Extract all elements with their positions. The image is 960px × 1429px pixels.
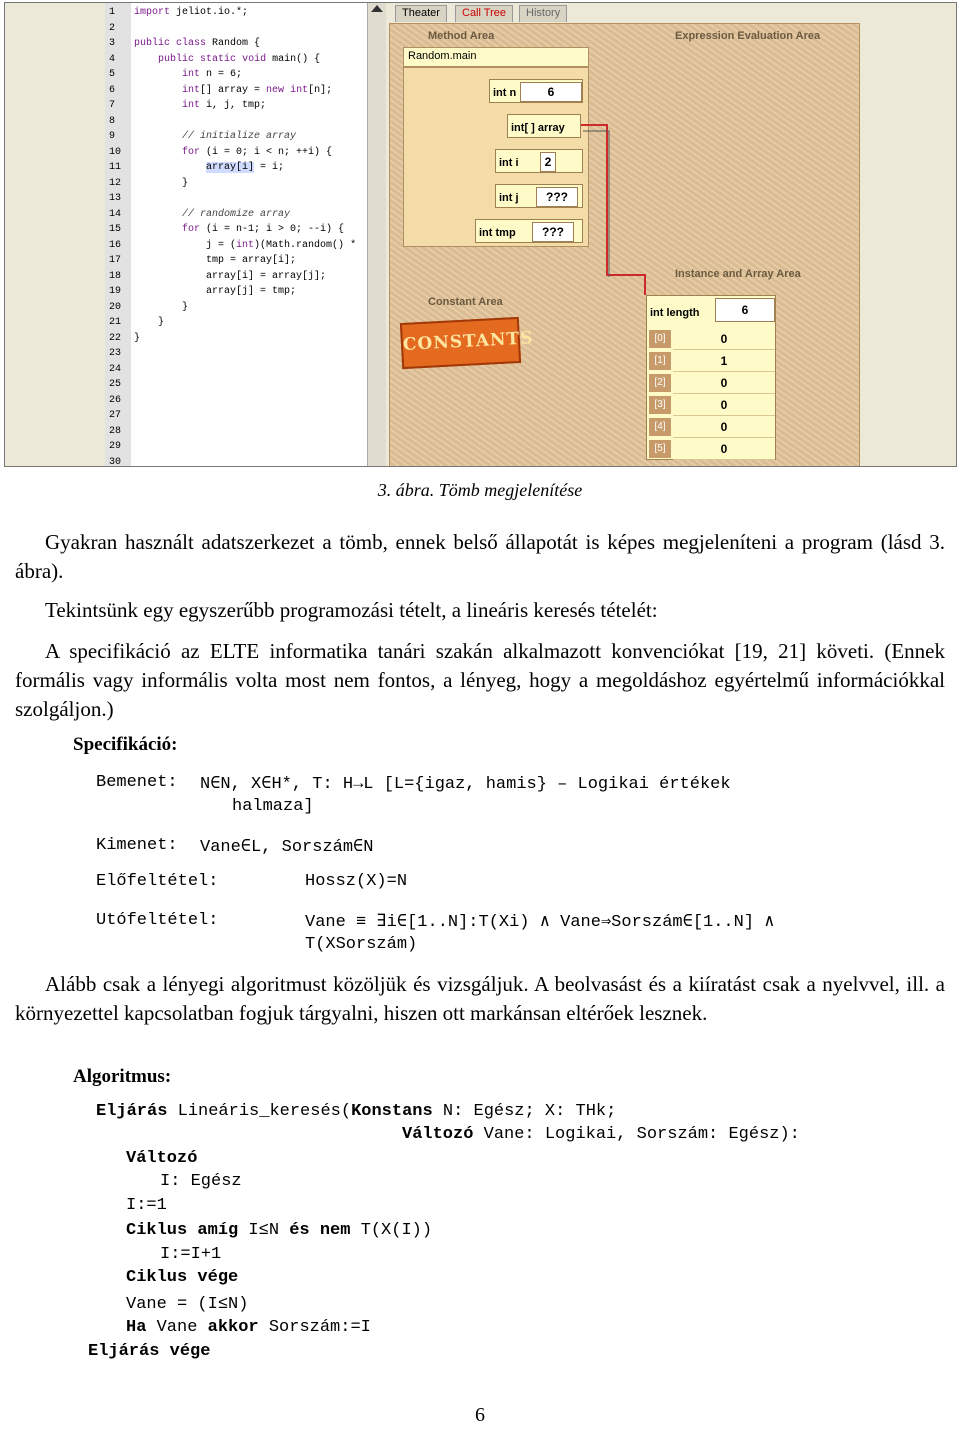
paragraph-2-text: Tekintsünk egy egyszerűbb programozási tételt, a lineáris keresés tételét:	[45, 598, 658, 622]
line-number: 5	[109, 69, 116, 80]
kw-es: és	[289, 1221, 310, 1240]
line-number: 26	[109, 394, 122, 406]
code-line: array[i] = array[j];	[134, 270, 327, 282]
code-line: }	[134, 317, 165, 328]
paragraph-2	[15, 596, 945, 625]
code-line: import jeliot.io.*;	[134, 7, 249, 18]
variable-label: int[ ] array	[511, 122, 565, 134]
variable-label: int i	[499, 157, 519, 169]
method-area-label: Method Area	[428, 30, 495, 42]
page-number: 6	[475, 1404, 485, 1426]
algo-line-2	[402, 1125, 800, 1144]
line-number: 24	[109, 363, 122, 375]
kw-konstans: Konstans	[351, 1102, 433, 1121]
variable-label: int j	[499, 192, 519, 204]
line-number: 16	[109, 239, 122, 251]
line-number: 10	[109, 146, 122, 158]
kw-valtozo-param: Változó	[402, 1125, 474, 1144]
ha-stmt: Sorszám:=I	[258, 1318, 371, 1337]
array-index: [3]	[649, 396, 671, 414]
line-number: 4	[109, 53, 116, 65]
algo-line-1	[96, 1102, 616, 1121]
array-cell-row	[647, 438, 775, 460]
variable-slot	[475, 219, 583, 243]
algo-vane-assign: Vane = (I≤N)	[126, 1295, 249, 1314]
code-line: // initialize array	[134, 131, 297, 142]
variable-slot	[507, 114, 581, 138]
line-number: 30	[109, 456, 122, 467]
array-value: 1	[673, 351, 775, 372]
figure-caption: 3. ábra. Tömb megjelenítése	[377, 480, 583, 500]
array-index: [2]	[649, 374, 671, 392]
jeliot-screenshot	[4, 2, 957, 467]
line-number: 20	[109, 301, 122, 313]
array-value: 0	[673, 395, 775, 416]
line-number: 14	[109, 208, 122, 220]
spec-pre-label: Előfeltétel:	[96, 872, 219, 891]
code-line: int[] array = new int[n];	[182, 84, 333, 96]
array-value: 0	[673, 439, 775, 460]
line-number: 12	[109, 177, 122, 189]
tab-theater[interactable]: Theater	[395, 5, 447, 22]
line-number: 22	[109, 332, 122, 344]
line-number: 23	[109, 348, 122, 359]
code-line: int i, j, tmp;	[182, 100, 267, 111]
line-number: 15	[109, 224, 122, 235]
code-line: array[j] = tmp;	[134, 286, 297, 297]
spec-post-line1: Vane ≡ ∃i∈[1..N]:T(Xi) ∧ Vane⇒Sorszám∈[1..N] ∧	[305, 913, 775, 932]
params-1: N: Egész; X: THk;	[432, 1102, 617, 1121]
code-line: }	[134, 301, 189, 313]
paragraph-3	[15, 637, 945, 724]
ha-cond: Vane	[146, 1318, 208, 1337]
kw-ciklus-amig: Ciklus amíg	[126, 1221, 239, 1240]
spec-input-label: Bemenet:	[96, 773, 178, 792]
line-number: 21	[109, 317, 122, 328]
code-line: int n = 6;	[182, 69, 243, 80]
variable-label: int n	[493, 87, 517, 99]
line-number: 17	[109, 255, 122, 266]
instance-area-label: Instance and Array Area	[675, 268, 801, 280]
code-line: j = (int)(Math.random() *	[134, 239, 357, 251]
array-cell-row	[647, 372, 775, 394]
kw-eljaras: Eljárás	[96, 1102, 168, 1121]
line-number: 29	[109, 441, 122, 452]
line-number: 6	[109, 84, 116, 96]
method-frame-title: Random.main	[403, 47, 589, 67]
line-number: 27	[109, 410, 122, 421]
array-cell-row	[647, 416, 775, 438]
algo-if	[126, 1318, 371, 1337]
line-number: 18	[109, 270, 122, 282]
spec-input-line2: halmaza]	[232, 797, 314, 816]
variable-slot	[489, 79, 583, 103]
code-line: }	[134, 332, 141, 344]
variable-label: int tmp	[479, 227, 516, 239]
line-number: 13	[109, 193, 122, 204]
variable-value: 2	[540, 152, 556, 172]
constant-area-label: Constant Area	[428, 296, 503, 308]
algo-var-kw: Változó	[126, 1149, 198, 1168]
code-line: public static void main() {	[158, 53, 321, 65]
spec-post-label: Utófeltétel:	[96, 911, 219, 930]
constants-box: CONSTANTS	[400, 317, 521, 369]
code-line: tmp = array[i];	[134, 255, 297, 266]
algo-loop-head	[126, 1221, 432, 1240]
code-line: }	[134, 177, 189, 189]
line-number: 3	[109, 38, 116, 49]
spec-output-text: Vane∈L, Sorszám∈N	[200, 838, 374, 857]
paragraph-1-text: Gyakran használt adatszerkezet a tömb, ennek belső állapotát is képes megjeleníteni a program (lásd 3. ábra).	[15, 530, 945, 583]
array-value: 0	[673, 329, 775, 350]
variable-slot	[495, 184, 583, 208]
spec-output-label: Kimenet:	[96, 836, 178, 855]
kw-akkor: akkor	[207, 1318, 259, 1337]
line-number: 11	[109, 162, 122, 173]
array-value: 0	[673, 417, 775, 438]
algo-heading: Algoritmus:	[73, 1066, 172, 1087]
array-value: 0	[673, 373, 775, 394]
spec-post-line2: T(XSorszám)	[305, 935, 418, 954]
code-line: for (i = n-1; i > 0; --i) {	[182, 224, 345, 235]
line-number: 9	[109, 131, 116, 142]
variable-slot	[495, 149, 583, 173]
line-number: 19	[109, 286, 122, 297]
expression-area-label: Expression Evaluation Area	[675, 30, 821, 42]
line-number: 2	[109, 22, 116, 34]
algo-var-decl: I: Egész	[160, 1172, 242, 1191]
algo-assign-init: I:=1	[126, 1196, 167, 1215]
code-line: // randomize array	[134, 208, 291, 220]
array-index: [0]	[649, 330, 671, 348]
paragraph-4-text: Alább csak a lényegi algoritmust közöljük és vizsgáljuk. A beolvasást és a kiíratást csak a nyelvvel, ill. a környezettel kapcsolatban fogjuk tárgyalni, hiszen ott markánsan eltérőek lesznek.	[15, 972, 945, 1025]
paragraph-3-text: A specifikáció az ELTE informatika tanári szakán alkalmazott konvenciókat [19, 21] követi. (Ennek formális vagy informális volta most nem fontos, a lényeg, hogy a megoldáshoz egyértelmű információkkal szolgáljon.)	[15, 639, 945, 721]
line-number: 28	[109, 425, 122, 437]
code-line: for (i = 0; i < n; ++i) {	[182, 146, 333, 158]
spec-input-line1: N∈N, X∈H*, T: H→L [L={igaz, hamis} – Logikai értékek	[200, 775, 731, 794]
spec-pre-text: Hossz(X)=N	[305, 872, 408, 891]
variable-value: ???	[536, 187, 578, 207]
code-line: public class Random {	[134, 38, 261, 49]
line-number: 8	[109, 115, 116, 127]
array-length-row	[647, 296, 775, 324]
cond-b: T(X(I))	[350, 1221, 433, 1240]
paragraph-4	[15, 970, 945, 1028]
variable-value: ???	[532, 222, 574, 242]
kw-ha: Ha	[126, 1318, 147, 1337]
spec-heading: Specifikáció:	[73, 734, 178, 755]
array-index: [5]	[649, 440, 671, 458]
tab-call-tree[interactable]: Call Tree	[455, 5, 513, 22]
kw-nem: nem	[309, 1221, 351, 1240]
cond-a: I≤N	[238, 1221, 290, 1240]
line-number: 7	[109, 100, 116, 111]
array-length-label: int length	[650, 307, 700, 319]
array-length-value: 6	[715, 298, 775, 322]
array-index: [1]	[649, 352, 671, 370]
paragraph-1	[15, 528, 945, 586]
array-cell-row	[647, 350, 775, 372]
variable-value: 6	[520, 82, 582, 102]
algo-proc-end: Eljárás vége	[88, 1342, 211, 1361]
array-index: [4]	[649, 418, 671, 436]
params-2: Vane: Logikai, Sorszám: Egész):	[473, 1125, 800, 1144]
array-cell-row	[647, 328, 775, 350]
proc-name: Lineáris_keresés(	[167, 1102, 352, 1121]
code-line: array[i] = i;	[206, 162, 285, 173]
line-number: 25	[109, 379, 122, 390]
array-cell-row	[647, 394, 775, 416]
tab-history[interactable]: History	[519, 5, 567, 22]
array-instance	[646, 295, 776, 460]
algo-increment: I:=I+1	[160, 1245, 222, 1264]
line-number: 1	[109, 7, 116, 18]
algo-loop-end: Ciklus vége	[126, 1268, 239, 1287]
